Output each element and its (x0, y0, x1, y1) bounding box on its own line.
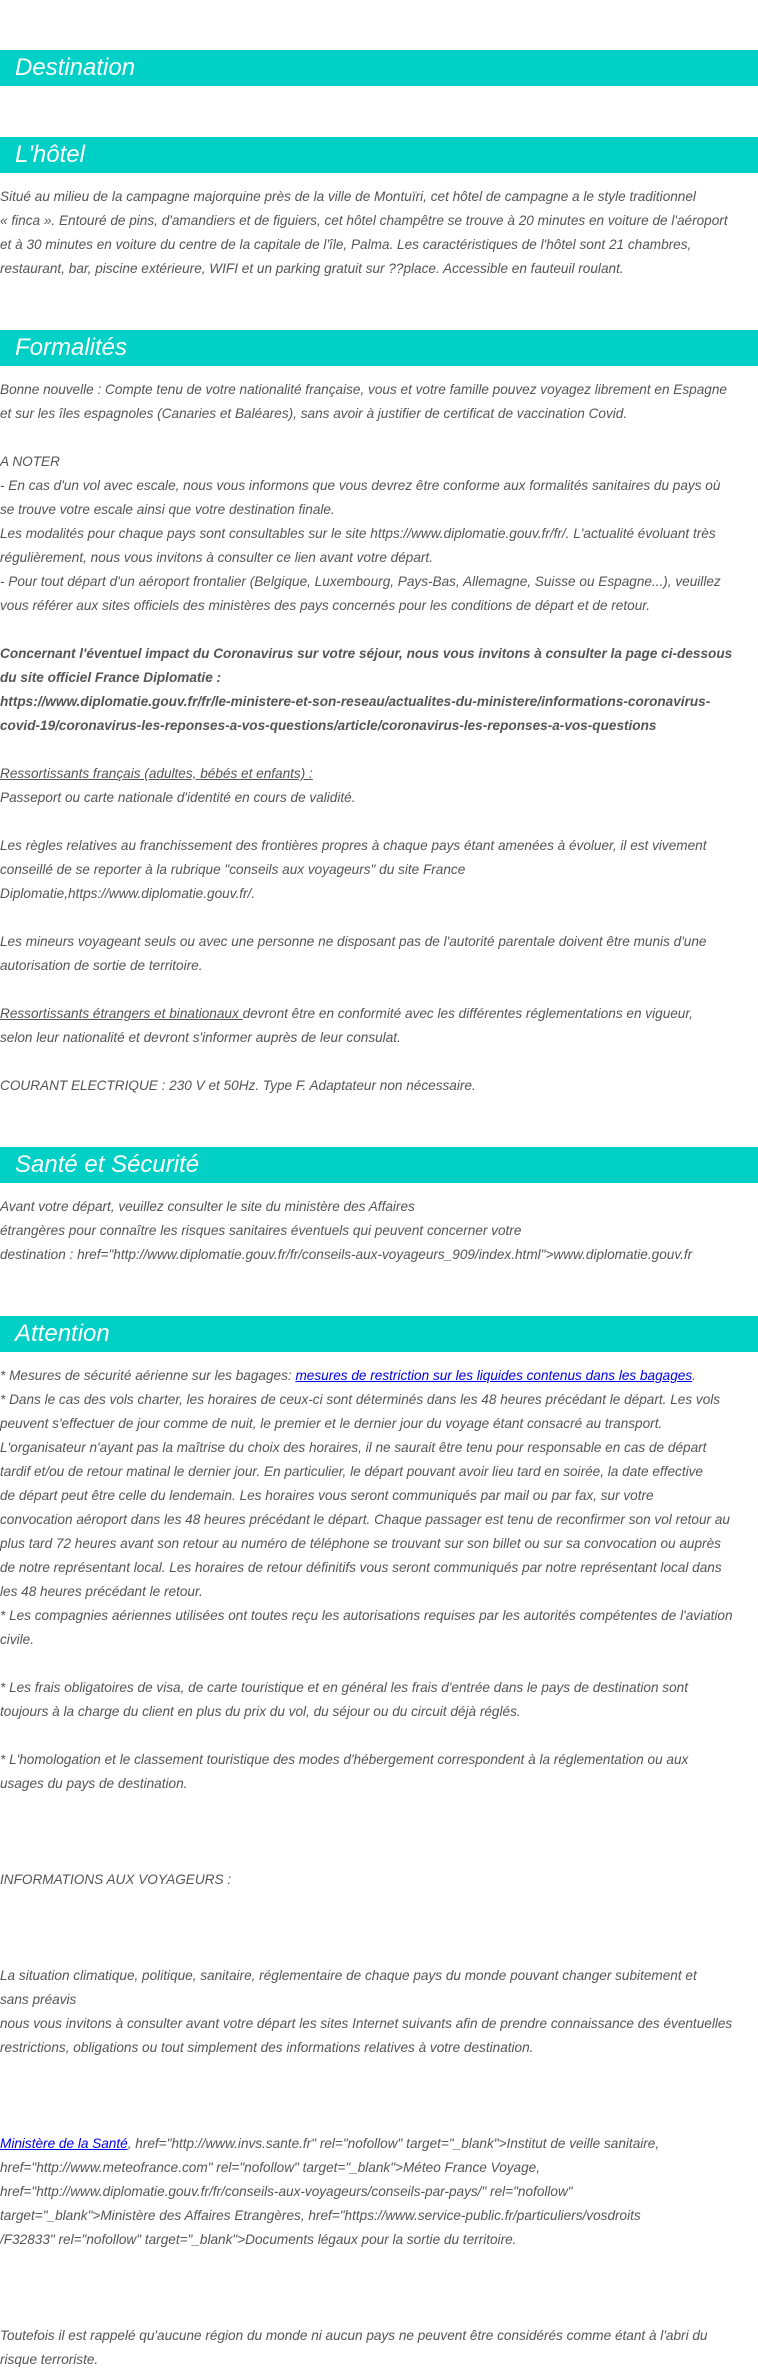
informations-voyageurs-title (0, 1868, 758, 1892)
text-line: sans préavis (0, 1992, 77, 2007)
text-line: COURANT ELECTRIQUE : 230 V et 50Hz. Type F. Adaptateur non nécessaire. (0, 1078, 476, 1093)
hotel-description (0, 185, 758, 281)
text-line: destination : href="http://www.diplomatie.gouv.fr/fr/conseils-aux-voyageurs_909/index.html">www.diplomatie.gouv.fr (0, 1247, 693, 1262)
section-header-destination: Destination (0, 50, 758, 86)
bagages-prefix: * Mesures de sécurité aérienne sur les bagages: (0, 1368, 296, 1383)
text-line: vous référer aux sites officiels des ministères des pays concernés pour les conditions de départ et de retour. (0, 598, 651, 613)
ministere-sante-link[interactable]: Ministère de la Santé (0, 2136, 128, 2151)
text-line: L'organisateur n'ayant pas la maîtrise du choix des horaires, il ne saurait être tenu pour responsable en cas de départ (0, 1440, 707, 1455)
text-line: se trouve votre escale ainsi que votre destination finale. (0, 502, 335, 517)
text-line: Diplomatie,https://www.diplomatie.gouv.fr/. (0, 886, 256, 901)
text-line: conseillé de se reporter à la rubrique "conseils aux voyageurs" du site France (0, 862, 466, 877)
text-line: Les mineurs voyageant seuls ou avec une personne ne disposant pas de l'autorité parentale doivent être munis d'une (0, 934, 707, 949)
text-line: régulièrement, nous vous invitons à consulter ce lien avant votre départ. (0, 550, 433, 565)
text-line: - En cas d'un vol avec escale, nous vous informons que vous devrez être conforme aux formalités sanitaires du pays où (0, 478, 721, 493)
text-line: * L'homologation et le classement touristique des modes d'hébergement correspondent à la réglementation ou aux (0, 1752, 689, 1767)
ressortissants-francais (0, 762, 758, 810)
sante-text (0, 1195, 758, 1267)
text-line: - Pour tout départ d'un aéroport frontalier (Belgique, Luxembourg, Pays-Bas, Allemagne, Suisse ou Espagne...), veuillez (0, 574, 721, 589)
text-line: et sur les îles espagnoles (Canaries et Baléares), sans avoir à justifier de certificat de vaccination Covid. (0, 406, 628, 421)
text-line: peuvent s'effectuer de jour comme de nuit, le premier et le dernier jour du voyage étant consacré au transport. (0, 1416, 663, 1431)
text-line: Avant votre départ, veuillez consulter le site du ministère des Affaires (0, 1199, 415, 1214)
formalites-intro (0, 378, 758, 426)
text-line (0, 1002, 758, 1026)
text-line: plus tard 72 heures avant son retour au numéro de téléphone se trouvant sur son billet ou sur sa convocation ou auprès (0, 1536, 721, 1551)
text-line: et à 30 minutes en voiture du centre de la capitale de l'île, Palma. Les caractéristiques de l'hôtel sont 21 chambres, (0, 237, 692, 252)
section-header-attention: Attention (0, 1316, 758, 1352)
regles-frontieres (0, 834, 758, 906)
liquids-restriction-link[interactable]: mesures de restriction sur les liquides contenus dans les bagages (295, 1368, 693, 1383)
text-line: restaurant, bar, piscine extérieure, WIFI et un parking gratuit sur ??place. Accessible en fauteuil roulant. (0, 261, 624, 276)
text-line: risque terroriste. (0, 2352, 99, 2367)
text-line: étrangères pour connaître les risques sanitaires éventuels qui peuvent concerner votre (0, 1223, 522, 1238)
ressortissants-francais-title: Ressortissants français (adultes, bébés et enfants) : (0, 766, 313, 781)
text-line: les 48 heures précédant le retour. (0, 1584, 203, 1599)
text-line: restrictions, obligations ou tout simplement des informations relatives à votre destination. (0, 2040, 534, 2055)
ressortissants-etrangers-title: Ressortissants étrangers et binationaux (0, 1006, 243, 1021)
homologation (0, 1748, 758, 1796)
attention-text (0, 1364, 758, 1652)
text-line: Les règles relatives au franchissement des frontières propres à chaque pays étant amenées à évoluer, il est vivement (0, 838, 707, 853)
formalites-note (0, 450, 758, 618)
links-first-rest: , href="http://www.invs.sante.fr" rel="nofollow" target="_blank">Institut de veille sanitaire, (127, 2136, 660, 2151)
covid-url-line: covid-19/coronavirus-les-reponses-a-vos-questions/article/coronavirus-les-reponses-a-vos-questions (0, 718, 657, 733)
text-line: du site officiel France Diplomatie : (0, 670, 222, 685)
frais-obligatoires (0, 1676, 758, 1724)
text-line: Les modalités pour chaque pays sont consultables sur le site https://www.diplomatie.gouv.fr/fr/. L'actualité évoluant très (0, 526, 716, 541)
text-line: « finca ». Entouré de pins, d'amandiers et de figuiers, cet hôtel champêtre se trouve à 20 minutes en voiture de l'aéroport (0, 213, 728, 228)
text-line (0, 2132, 758, 2156)
covid-url-line: https://www.diplomatie.gouv.fr/fr/le-ministere-et-son-reseau/actualites-du-ministere/informations-coronavirus- (0, 694, 711, 709)
mineurs (0, 930, 758, 978)
text-line: * Les compagnies aériennes utilisées ont toutes reçu les autorisations requises par les autorités compétentes de l'aviation (0, 1608, 733, 1623)
text-line: toujours à la charge du client en plus du prix du vol, du séjour ou du circuit déjà réglés. (0, 1704, 521, 1719)
section-header-formalites: Formalités (0, 330, 758, 366)
text-line: Situé au milieu de la campagne majorquine près de la ville de Montuïri, cet hôtel de campagne a le style traditionnel (0, 189, 696, 204)
useful-links (0, 2132, 758, 2252)
text-line: civile. (0, 1632, 34, 1647)
terrorism-notice (0, 2324, 758, 2372)
text-line: * Dans le cas des vols charter, les horaires de ceux-ci sont déterminés dans les 48 heures précédant le départ. Les vols (0, 1392, 721, 1407)
ressortissants-etrangers-text: devront être en conformité avec les différentes réglementations en vigueur, (242, 1006, 693, 1021)
text-line: La situation climatique, politique, sanitaire, réglementaire de chaque pays du monde pouvant changer subitement et (0, 1968, 697, 1983)
text-line: de départ peut être celle du lendemain. Les horaires vous seront communiqués par mail ou par fax, sur votre (0, 1488, 654, 1503)
text-line: tardif et/ou de retour matinal le dernier jour. En particulier, le départ pouvant avoir lieu tard en soirée, la date effective (0, 1464, 703, 1479)
text-line: de notre représentant local. Les horaires de retour définitifs vous seront communiqués par notre représentant local dans (0, 1560, 722, 1575)
courant-electrique (0, 1074, 758, 1098)
text-line: nous vous invitons à consulter avant votre départ les sites Internet suivants afin de prendre connaissance des éventuelles (0, 2016, 733, 2031)
text-line: selon leur nationalité et devront s'informer auprès de leur consulat. (0, 1030, 401, 1045)
situation-text (0, 1964, 758, 2060)
text-line: INFORMATIONS AUX VOYAGEURS : (0, 1872, 232, 1887)
text-line: href="http://www.diplomatie.gouv.fr/fr/conseils-aux-voyageurs/conseils-par-pays/" rel="nofollow" (0, 2184, 573, 2199)
text-line: /F32833" rel="nofollow" target="_blank">Documents légaux pour la sortie du territoire. (0, 2232, 517, 2247)
text-line: target="_blank">Ministère des Affaires Etrangères, href="https://www.service-public.fr/particuliers/vosdroits (0, 2208, 641, 2223)
text-line: href="http://www.meteofrance.com" rel="nofollow" target="_blank">Méteo France Voyage, (0, 2160, 541, 2175)
text-line: convocation aéroport dans les 48 heures précédant le départ. Chaque passager est tenu de reconfirmer son vol retour au (0, 1512, 730, 1527)
text-line: Concernant l'éventuel impact du Coronavirus sur votre séjour, nous vous invitons à consulter la page ci-dessous (0, 646, 733, 661)
section-header-hotel: L'hôtel (0, 137, 758, 173)
covid-notice (0, 642, 758, 738)
ressortissants-etrangers (0, 1002, 758, 1050)
text-line: Toutefois il est rappelé qu'aucune région du monde ni aucun pays ne peuvent être considérés comme étant à l'abri du (0, 2328, 708, 2343)
text-line: Passeport ou carte nationale d'identité en cours de validité. (0, 790, 356, 805)
text-line: Bonne nouvelle : Compte tenu de votre nationalité française, vous et votre famille pouvez voyagez librement en Espagne (0, 382, 727, 397)
note-title: A NOTER (0, 454, 60, 469)
text-line: usages du pays de destination. (0, 1776, 188, 1791)
text-line: autorisation de sortie de territoire. (0, 958, 203, 973)
section-header-sante: Santé et Sécurité (0, 1147, 758, 1183)
bagages-suffix: . (692, 1368, 696, 1383)
text-line: * Les frais obligatoires de visa, de carte touristique et en général les frais d'entrée dans le pays de destination sont (0, 1680, 688, 1695)
text-line (0, 1364, 758, 1388)
